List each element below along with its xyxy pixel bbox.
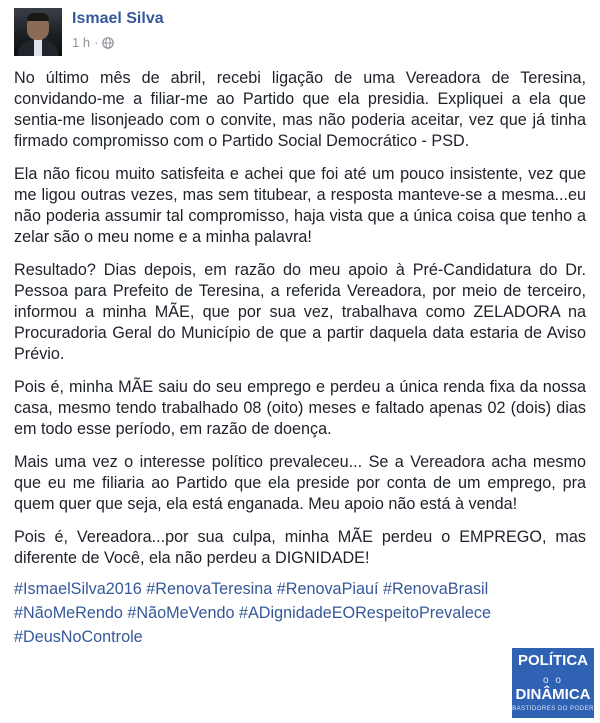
hashtag-link[interactable]: #RenovaBrasil (382, 580, 489, 598)
hashtag-link[interactable]: #NãoMeRendo (14, 604, 123, 622)
hashtag-link[interactable]: #ADignidadeEORespeitoPrevalece (239, 604, 491, 622)
meta-separator: · (94, 35, 99, 50)
post-paragraph-3: Resultado? Dias depois, em razão do meu apoio à Pré-Candidatura do Dr. Pessoa para Prefeito de Teresina, a referida Vereadora, por meio de terceiro, informou a minha MÃE, que por sua vez, trabalhava como ZELADORA na Procuradoria Geral do Município de que a partir daquela data estaria de Aviso Prévio. (14, 261, 586, 363)
hashtag-line (14, 601, 586, 625)
hashtag-link[interactable]: #RenovaPiauí (276, 580, 379, 598)
post-paragraph-5: Mais uma vez o interesse político prevaleceu... Se a Vereadora acha mesmo que eu me filiaria ao Partido que ela preside por conta de um emprego, pra quem quer que seja, ela está enganada. Meu apoio não está à venda! (14, 453, 586, 513)
post-meta (72, 35, 114, 50)
post-paragraph-6: Pois é, Vereadora...por sua culpa, minha MÃE perdeu o EMPREGO, mas diferente de Você, ela não perdeu a DIGNIDADE! (14, 528, 586, 567)
hashtag-link[interactable]: #DeusNoControle (14, 628, 143, 646)
hashtag-line (14, 625, 586, 649)
author-name[interactable]: Ismael Silva (72, 10, 164, 27)
avatar-hair (27, 13, 49, 21)
hashtag-list (14, 577, 586, 649)
watermark-tagline: BASTIDORES DO PODER (512, 706, 594, 712)
post-body (14, 68, 586, 649)
watermark-line-2: o o (543, 675, 563, 686)
hashtag-link[interactable]: #NãoMeVendo (127, 604, 235, 622)
post-paragraph-4: Pois é, minha MÃE saiu do seu emprego e perdeu a única renda fixa da nossa casa, mesmo tendo trabalhado 08 (oito) meses e faltado apenas 02 (dois) dias em todo esse período, em razão de doença. (14, 378, 586, 438)
watermark-logo (512, 648, 594, 718)
post-timestamp[interactable]: 1 h (72, 35, 91, 50)
post-paragraph-2: Ela não ficou muito satisfeita e achei que foi até um pouco insistente, vez que me ligou outras vezes, mas sem titubear, a resposta manteve-se a mesma...eu não poderia assumir tal compromisso, haja vista que a única coisa que tenho a zelar são o meu nome e a minha palavra! (14, 165, 586, 246)
avatar-shirt (34, 39, 42, 56)
globe-icon[interactable] (102, 37, 114, 49)
watermark-line-1: POLÍTICA (518, 652, 588, 669)
author-avatar[interactable] (14, 8, 62, 56)
hashtag-line (14, 577, 586, 601)
watermark-line-3: DINÂMICA (515, 686, 591, 703)
hashtag-link[interactable]: #RenovaTeresina (146, 580, 273, 598)
post-paragraph-1: No último mês de abril, recebi ligação de uma Vereadora de Teresina, convidando-me a filiar-me ao Partido que ela presidia. Expliquei a ela que sentia-me lisonjeado com o convite, mas não poderia aceitar, vez que já tinha firmado compromisso com o Partido Social Democrático - PSD. (14, 69, 586, 150)
hashtag-link[interactable]: #IsmaelSilva2016 (14, 580, 142, 598)
